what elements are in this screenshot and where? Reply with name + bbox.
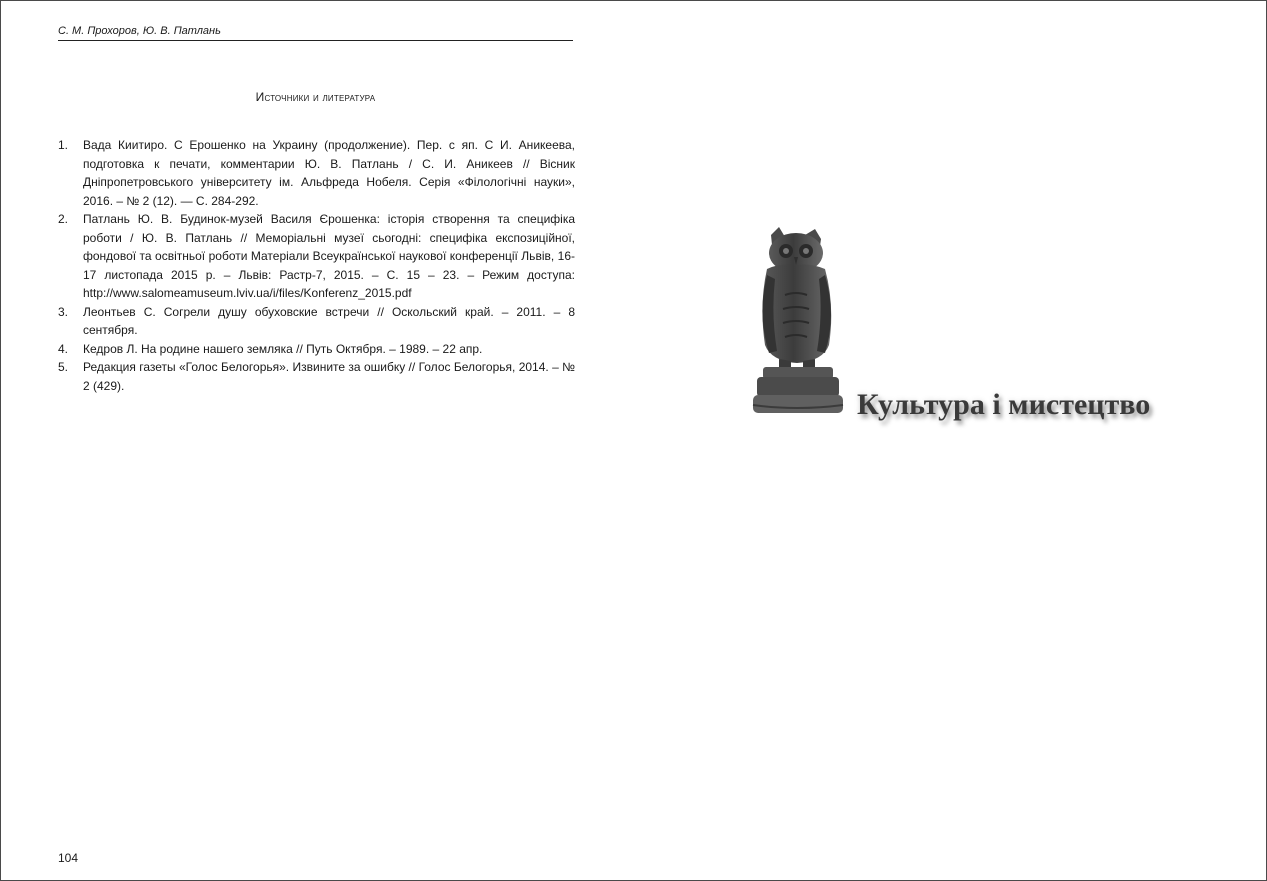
owl-statue-image [749, 225, 849, 417]
reference-text: Кедров Л. На родине нашего земляка // Путь Октября. – 1989. – 22 апр. [83, 341, 483, 356]
reference-item [58, 358, 575, 395]
reference-item [58, 210, 575, 303]
right-page [633, 1, 1266, 880]
reference-number: 1. [58, 138, 69, 152]
section-title: Источники и литература [255, 90, 376, 104]
section-heading: Культура і мистецтво [857, 388, 1151, 421]
reference-text: Редакция газеты «Голос Белогорья». Извините за ошибку // Голос Белогорья, 2014. – № 2 (429). [83, 360, 575, 393]
reference-number: 5. [58, 360, 69, 374]
reference-item [58, 340, 575, 359]
running-head: С. М. Прохоров, Ю. В. Патлань [58, 24, 573, 41]
left-page [1, 1, 633, 880]
page-number: 104 [58, 851, 79, 865]
reference-number: 3. [58, 304, 69, 319]
reference-item [58, 136, 575, 210]
reference-text: Вада Киитиро. С Ерошенко на Украину (продолжение). Пер. с яп. С И. Аникеева, подготовка к печати, комментарии Ю. В. Патлань / С. И. Аникеев // Вісник Дніпропетровського університету ім. Альфреда Нобеля. Серія «Філологічні науки», 2016. – № 2 (12). — С. 284-292. [83, 138, 575, 208]
reference-item [58, 303, 575, 340]
reference-number: 2. [58, 212, 69, 226]
reference-list [58, 136, 575, 395]
reference-text: Патлань Ю. В. Будинок-музей Василя Єрошенка: історія створення та специфіка роботи / Ю. В. Патлань // Меморіальні музеї сьогодні: специфіка експозиційної, фондової та освітньої роботи Матеріали Всеукраїнської наукової конференції Львів, 16-17 листопада 2015 р. – Львів: Растр-7, 2015. – С. 15 – 23. – Режим доступа: http://www.salomeamuseum.lviv.ua/i/files/Konferenz_2015.pdf [83, 212, 575, 300]
reference-number: 4. [58, 341, 69, 356]
reference-text: Леонтьев С. Согрели душу обуховские встречи // Оскольский край. – 2011. – 8 сентября. [83, 304, 575, 337]
